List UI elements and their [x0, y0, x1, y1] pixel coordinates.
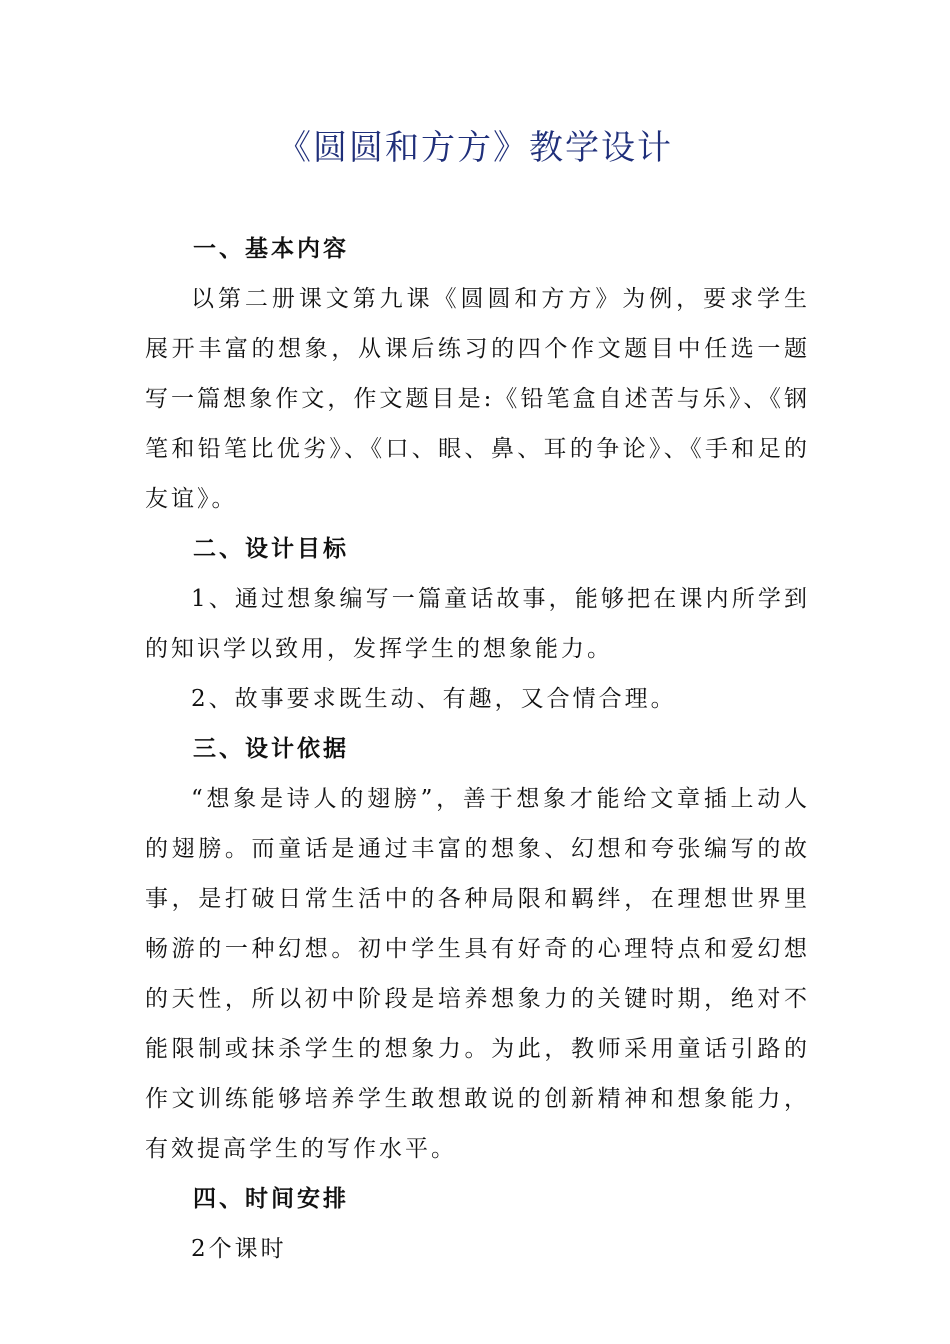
section-paragraph: 以第二册课文第九课《圆圆和方方》为例，要求学生展开丰富的想象，从课后练习的四个作文题目中任选一题写一篇想象作文，作文题目是:《铅笔盒自述苦与乐》、《钢笔和铅笔比优劣》、《口、眼、鼻、耳的争论》、《手和足的友谊》。 [145, 286, 810, 512]
section-paragraph: 2、故事要求既生动、有趣，又合情合理。 [191, 686, 677, 712]
section-paragraph: 1、通过想象编写一篇童话故事，能够把在课内所学到的知识学以致用，发挥学生的想象能力。 [145, 586, 810, 662]
section-design-basis [145, 724, 810, 1174]
section-schedule [145, 1174, 810, 1274]
section-heading: 三、设计依据 [193, 735, 349, 762]
section-heading: 四、时间安排 [193, 1185, 349, 1212]
section-paragraph: “想象是诗人的翅膀”，善于想象才能给文章插上动人的翅膀。而童话是通过丰富的想象、幻想和夸张编写的故事，是打破日常生活中的各种局限和羁绊，在理想世界里畅游的一种幻想。初中学生具有好奇的心理特点和爱幻想的天性，所以初中阶段是培养想象力的关键时期，绝对不能限制或抹杀学生的想象力。为此，教师采用童话引路的作文训练能够培养学生敢想敢说的创新精神和想象能力，有效提高学生的写作水平。 [145, 786, 810, 1162]
document-body [145, 224, 810, 1274]
section-heading: 一、基本内容 [193, 235, 349, 262]
section-heading: 二、设计目标 [193, 535, 349, 562]
section-paragraph: 2个课时 [191, 1236, 287, 1262]
section-basic-content [145, 224, 810, 524]
document-title: 《圆圆和方方》教学设计 [277, 128, 673, 168]
section-design-goals [145, 524, 810, 724]
